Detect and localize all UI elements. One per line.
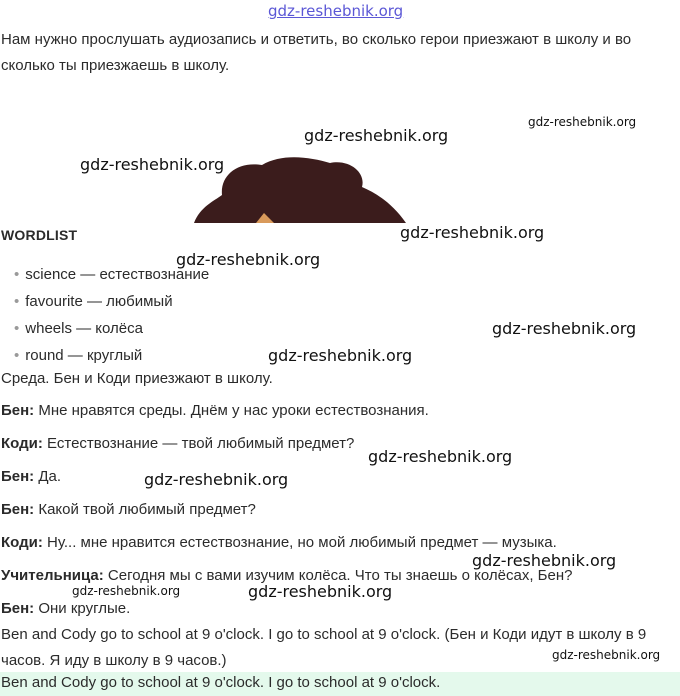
watermark: gdz-reshebnik.org — [528, 115, 637, 129]
dialogue-line: Бен: Да. — [1, 468, 62, 485]
dialogue-line: Бен: Мне нравятся среды. Днём у нас уроки естествознания. — [1, 402, 429, 419]
dialogue-line: Коди: Естествознание — твой любимый предмет? — [1, 435, 355, 452]
wordlist-item: • wheels — колёса — [14, 320, 143, 337]
watermark: gdz-reshebnik.org — [144, 470, 289, 489]
watermark: gdz-reshebnik.org — [400, 223, 545, 242]
watermark: gdz-reshebnik.org — [472, 551, 617, 570]
highlighted-answer — [0, 672, 680, 696]
answer-text: Ben and Cody go to school at 9 o'clock. I go to school at 9 o'clock. — [1, 674, 441, 691]
dialogue-line: Учительница: Сегодня мы с вами изучим колёса. Что ты знаешь о колёсах, Бен? — [1, 567, 573, 584]
watermark: gdz-reshebnik.org — [248, 582, 393, 601]
story-narration: Среда. Бен и Коди приезжают в школу. — [1, 370, 273, 387]
wordlist-item: • science — естествознание — [14, 266, 210, 283]
watermark: gdz-reshebnik.org — [268, 346, 413, 365]
dialogue-line: Коди: Ну... мне нравится естествознание, но мой любимый предмет — музыка. — [1, 534, 557, 551]
dialogue-line: Бен: Какой твой любимый предмет? — [1, 501, 256, 518]
watermark-top[interactable]: gdz-reshebnik.org — [268, 2, 404, 20]
wordlist-item: • favourite — любимый — [14, 293, 173, 310]
answer-translation: Ben and Cody go to school at 9 o'clock. I go to school at 9 o'clock. (Бен и Коди идут в школу в 9 часов. Я иду в школу в 9 часов.) — [1, 626, 647, 669]
watermark: gdz-reshebnik.org — [368, 447, 513, 466]
watermark: gdz-reshebnik.org — [552, 648, 661, 662]
character-hair-illustration — [190, 155, 410, 225]
watermark: gdz-reshebnik.org — [176, 250, 321, 269]
watermark: gdz-reshebnik.org — [492, 319, 637, 338]
watermark: gdz-reshebnik.org — [80, 155, 225, 174]
wordlist-item: • round — круглый — [14, 347, 143, 364]
task-intro: Нам нужно прослушать аудиозапись и ответить, во сколько герои приезжают в школу и во сколько ты приезжаешь в школу. — [1, 31, 632, 74]
watermark: gdz-reshebnik.org — [304, 126, 449, 145]
dialogue-line: Бен: Они круглые. — [1, 600, 131, 617]
wordlist-title: WORDLIST — [1, 227, 78, 243]
watermark: gdz-reshebnik.org — [72, 584, 181, 598]
